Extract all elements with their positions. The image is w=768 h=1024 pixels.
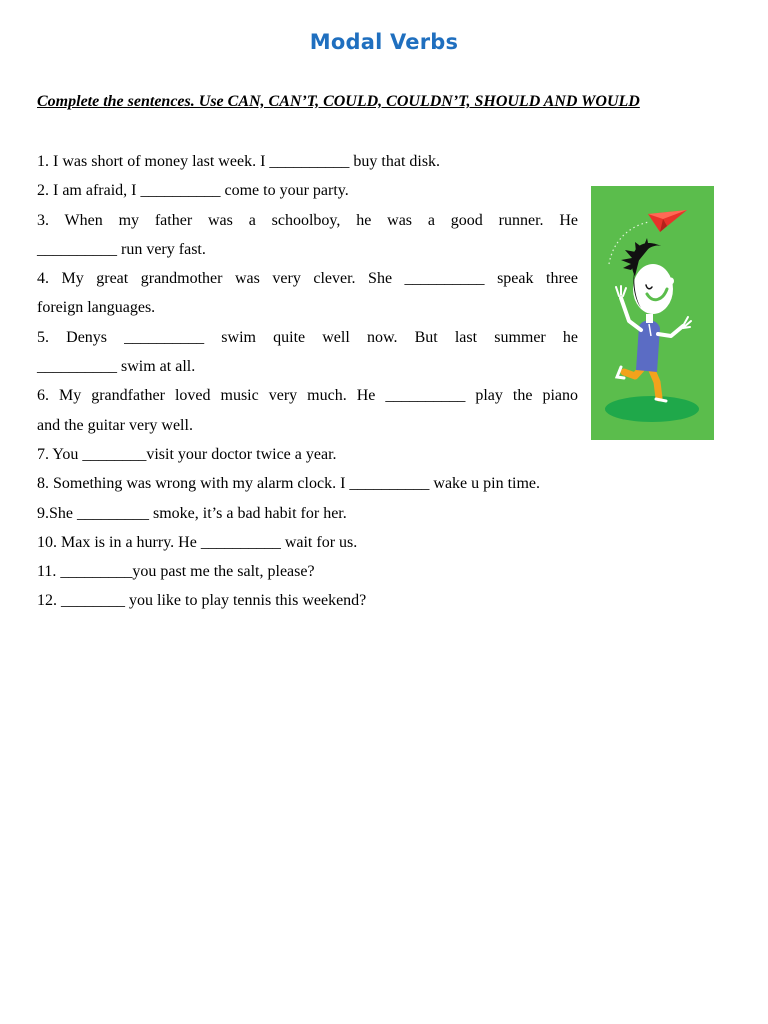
- sentence-line: foreign languages.: [37, 299, 156, 317]
- sentence-line: and the guitar very well.: [37, 416, 193, 434]
- sentence-line: 5. Denys __________ swim quite well now. But last summer he: [37, 328, 578, 346]
- boy-running-paper-plane-illustration: [591, 186, 714, 440]
- sentence-line: 3. When my father was a schoolboy, he was a good runner. He: [37, 211, 578, 229]
- page-title: Modal Verbs: [309, 30, 459, 54]
- sentence-line: __________ swim at all.: [37, 358, 196, 376]
- sentence-line: 1. I was short of money last week. I __________ buy that disk.: [37, 153, 441, 170]
- instructions: Complete the sentences. Use CAN, CAN’T, COULD, COULDN’T, SHOULD AND WOULD: [37, 93, 640, 110]
- ground-shadow: [605, 396, 699, 422]
- sentence-line: 8. Something was wrong with my alarm clock. I __________ wake u pin time.: [37, 475, 541, 493]
- sentence-line: 12. ________ you like to play tennis this weekend?: [37, 592, 367, 610]
- boy-shoe-front: [656, 399, 666, 401]
- sentence-line: 6. My grandfather loved music very much. He __________ play the piano: [37, 387, 578, 405]
- sentence-line: 11. _________you past me the salt, please?: [37, 563, 315, 581]
- sentence-line: 7. You ________visit your doctor twice a year.: [37, 445, 337, 463]
- sentence-line: 4. My great grandmother was very clever. She __________ speak three: [37, 270, 578, 288]
- sentence-line: __________ run very fast.: [37, 240, 206, 258]
- sentence-line: 10. Max is in a hurry. He __________ wait for us.: [37, 533, 358, 551]
- sentence-line: 2. I am afraid, I __________ come to your party.: [37, 182, 349, 200]
- sentence-line: 9.She _________ smoke, it’s a bad habit for her.: [37, 504, 347, 522]
